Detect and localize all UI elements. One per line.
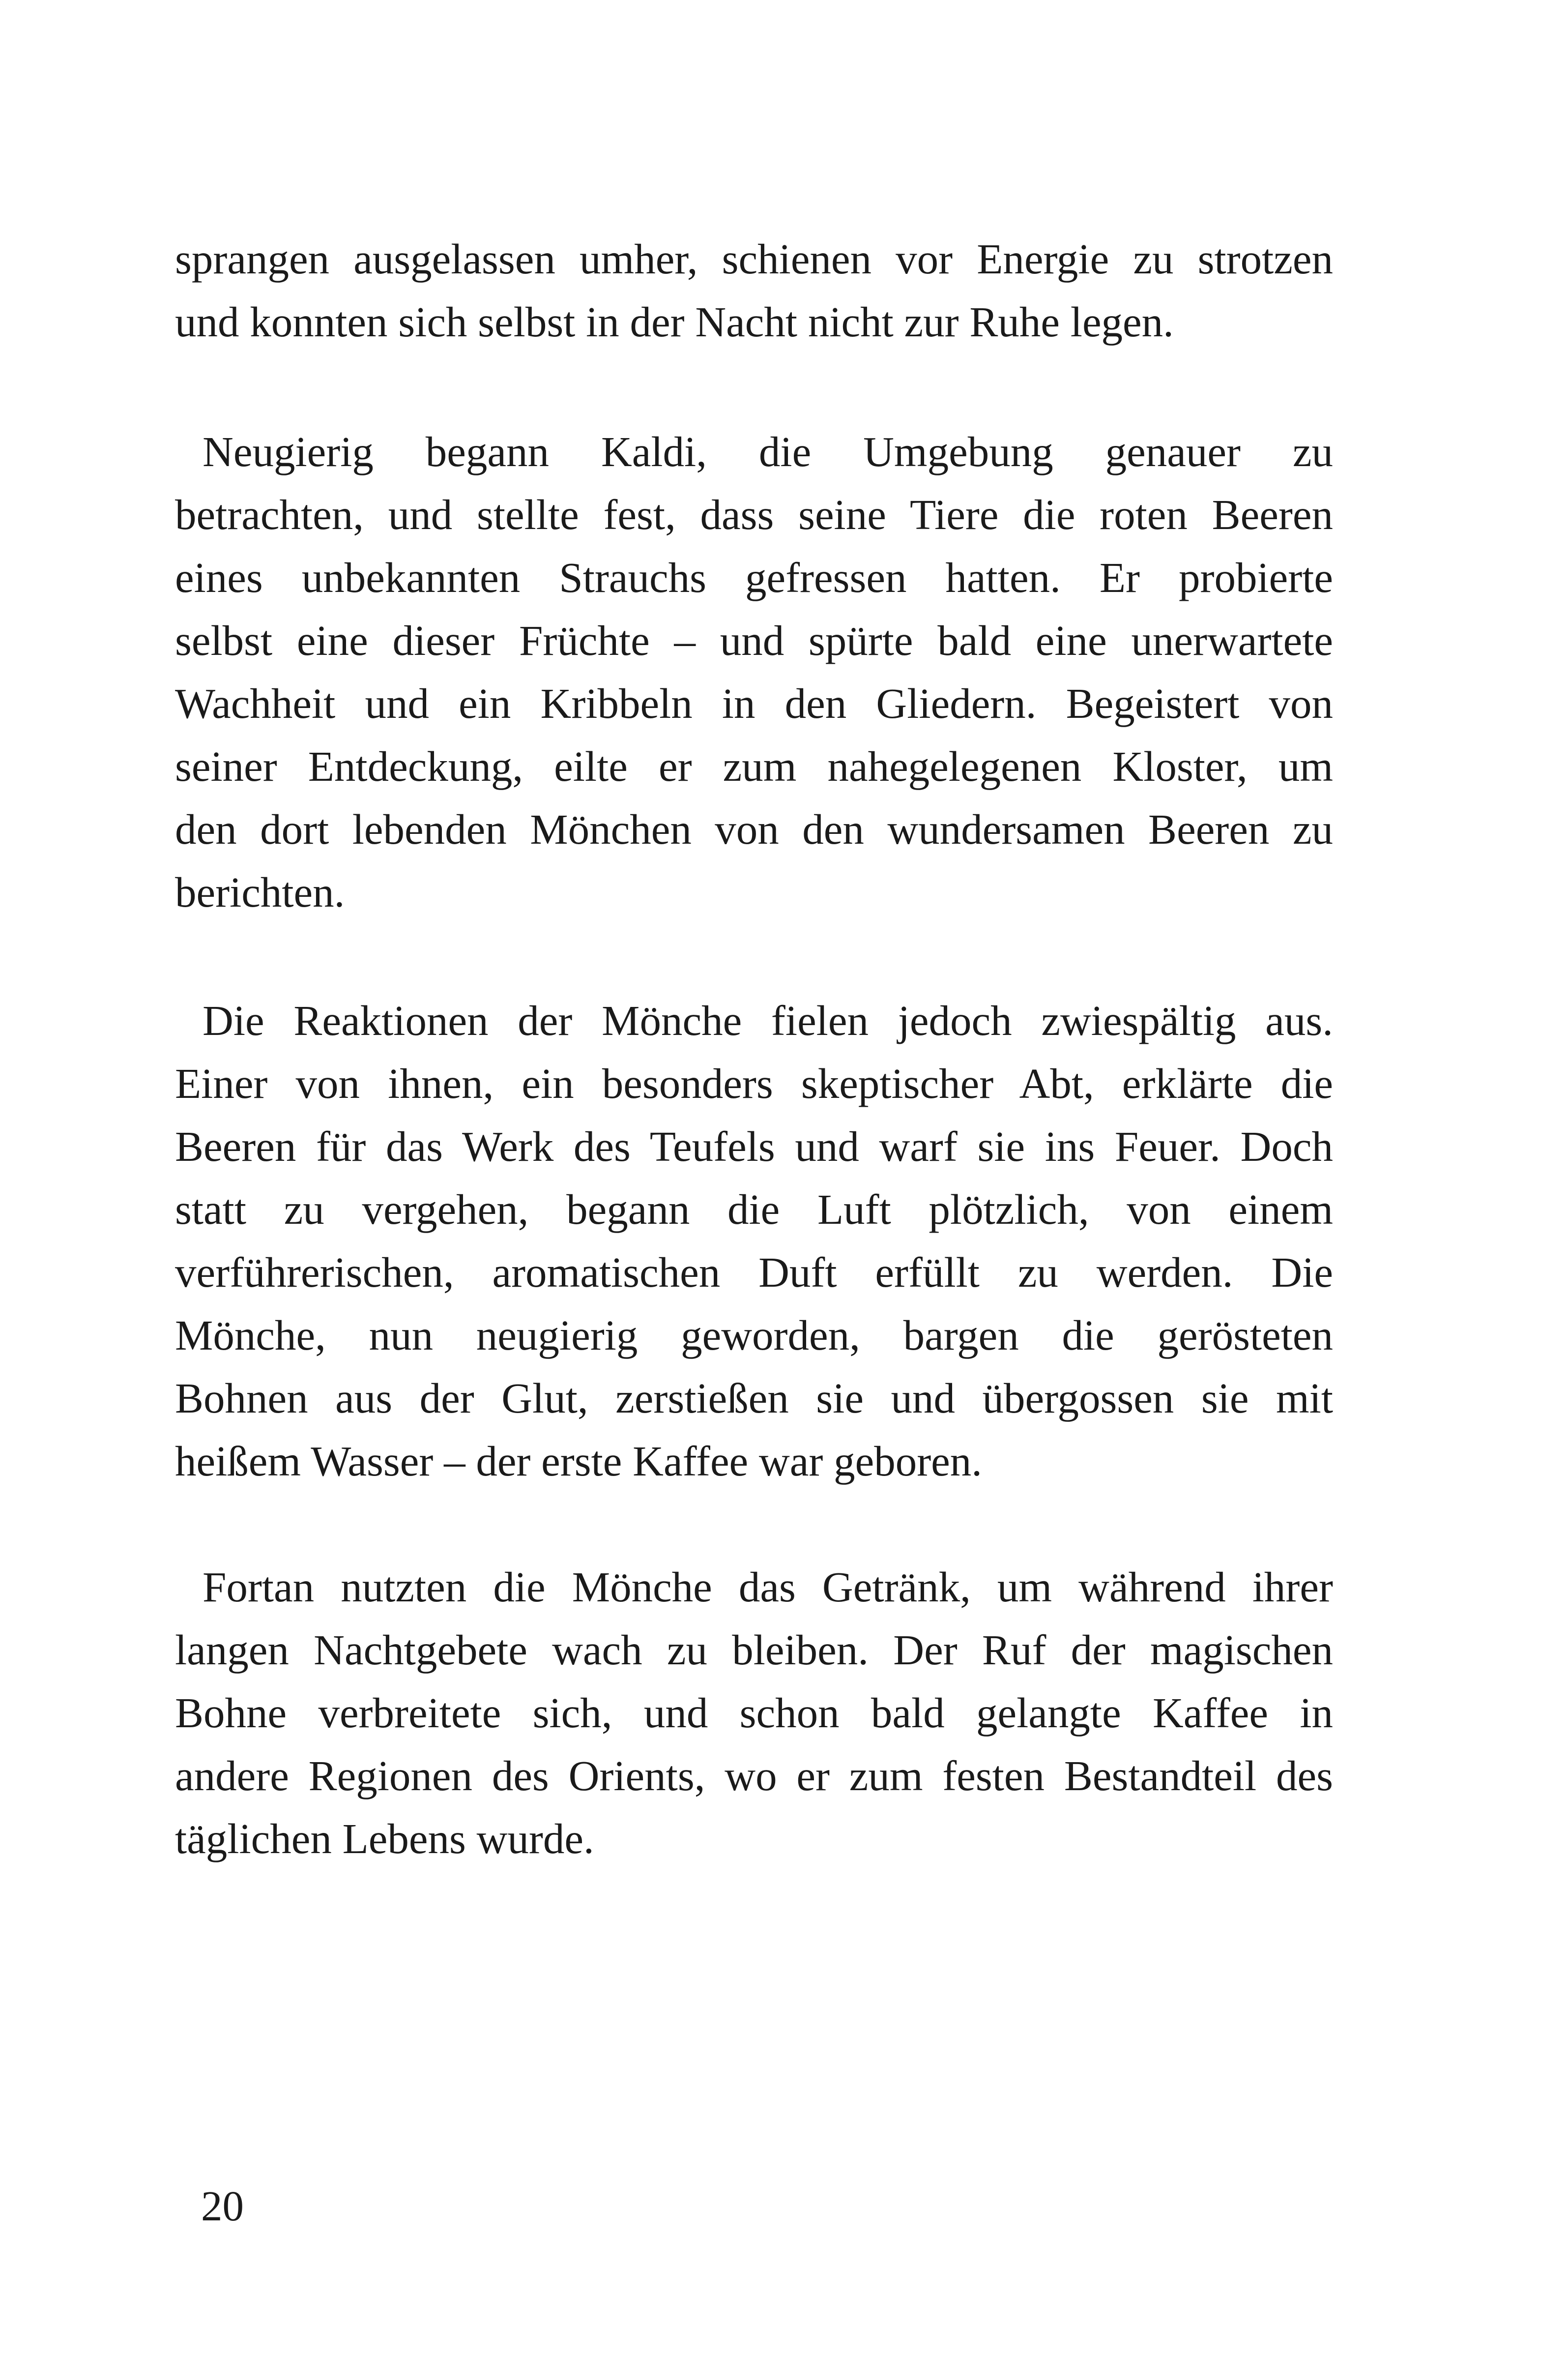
text-line: Fortan nutzten die Mönche das Getränk, um während ihrer [203,1563,1333,1611]
text-line: sprangen ausgelassen umher, schienen vor Energie zu strotzen [175,235,1333,283]
paragraph-3 [175,989,1333,1493]
text-line: heißem Wasser – der erste Kaffee war geboren. [175,1437,983,1485]
text-line: Die Reaktionen der Mönche fielen jedoch zwiespältig aus. [203,997,1333,1044]
paragraph-2 [175,420,1333,924]
text-line: Beeren für das Werk des Teufels und warf sie ins Feuer. Doch [175,1122,1333,1170]
text-line: eines unbekannten Strauchs gefressen hatten. Er probierte [175,554,1333,601]
text-line: Mönche, nun neugierig geworden, bargen die gerösteten [175,1311,1333,1359]
page-number: 20 [201,2182,244,2230]
text-line: langen Nachtgebete wach zu bleiben. Der Ruf der magischen [175,1626,1333,1674]
text-line: Einer von ihnen, ein besonders skeptischer Abt, erklärte die [175,1060,1333,1107]
text-line: täglichen Lebens wurde. [175,1815,594,1862]
text-line: verführerischen, aromatischen Duft erfüllt zu werden. Die [175,1248,1333,1296]
text-line: Wachheit und ein Kribbeln in den Gliedern. Begeistert von [175,679,1333,727]
text-line: Bohne verbreitete sich, und schon bald gelangte Kaffee in [175,1689,1333,1737]
text-line: andere Regionen des Orients, wo er zum festen Bestandteil des [175,1752,1333,1800]
text-line: den dort lebenden Mönchen von den wundersamen Beeren zu [175,805,1333,853]
text-line: und konnten sich selbst in der Nacht nicht zur Ruhe legen. [175,298,1174,346]
paragraph-1 [175,228,1333,354]
text-line: selbst eine dieser Früchte – und spürte bald eine unerwartete [175,617,1333,664]
text-line: berichten. [175,868,345,916]
text-line: Neugierig begann Kaldi, die Umgebung genauer zu [203,428,1333,475]
paragraph-4 [175,1556,1333,1870]
text-line: Bohnen aus der Glut, zerstießen sie und übergossen sie mit [175,1374,1333,1422]
text-line: statt zu vergehen, begann die Luft plötzlich, von einem [175,1185,1333,1233]
text-line: betrachten, und stellte fest, dass seine Tiere die roten Beeren [175,491,1333,538]
text-line: seiner Entdeckung, eilte er zum nahegelegenen Kloster, um [175,742,1333,790]
